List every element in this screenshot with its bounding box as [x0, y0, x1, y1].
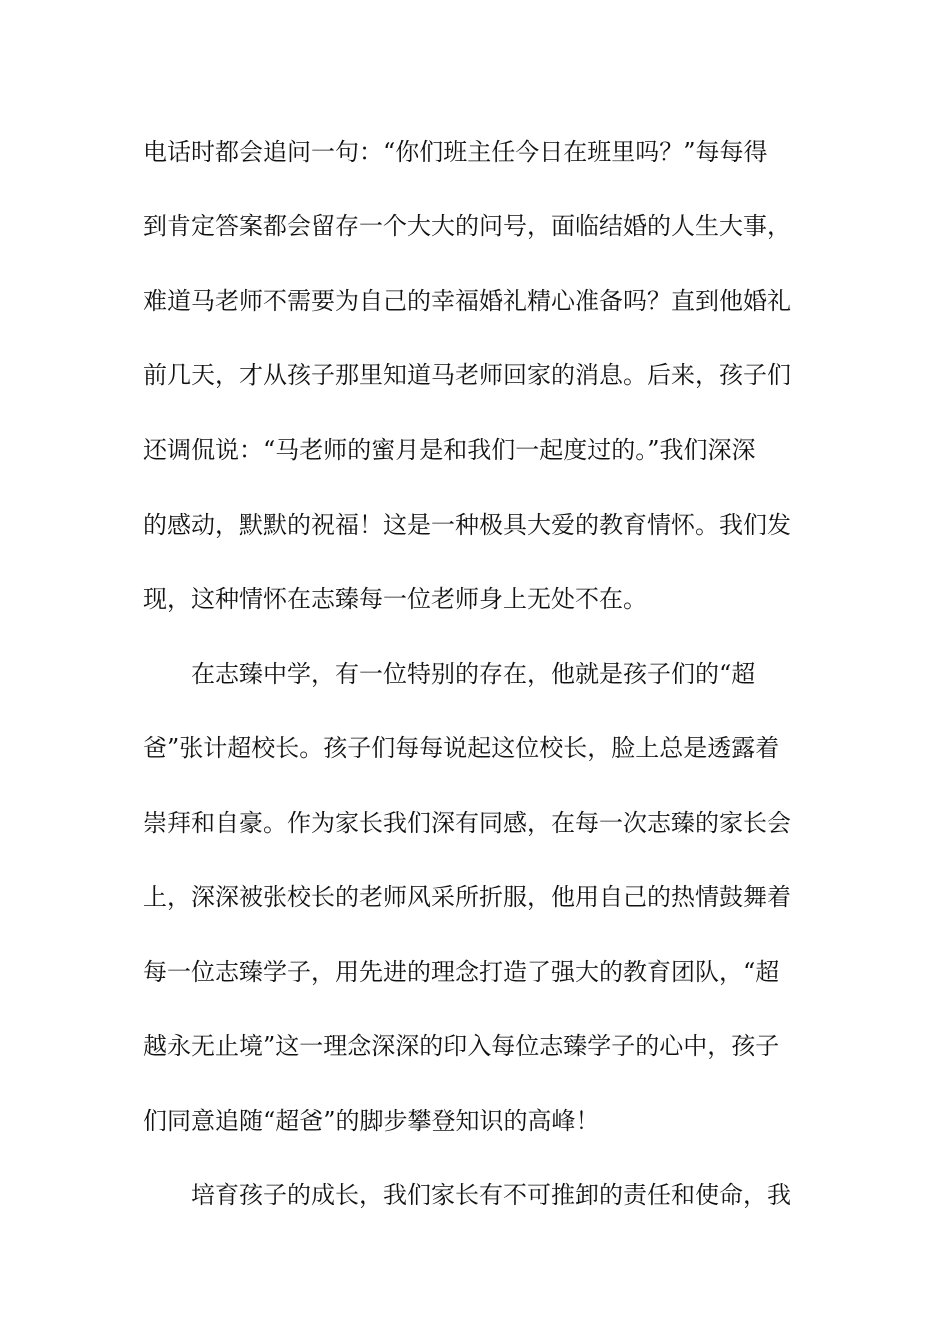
- text-line: 的感动，默默的祝福！这是一种极具大爱的教育情怀。我们发: [143, 511, 791, 539]
- text-line: 每一位志臻学子，用先进的理念打造了强大的教育团队，“超: [143, 958, 780, 986]
- text-line: 培育孩子的成长，我们家长有不可推卸的责任和使命，我: [143, 1181, 791, 1209]
- text-line: 现，这种情怀在志臻每一位老师身上无处不在。: [143, 585, 647, 613]
- text-line: 难道马老师不需要为自己的幸福婚礼精心准备吗？直到他婚礼: [143, 287, 791, 315]
- text-line: 们同意追随“超爸”的脚步攀登知识的高峰！: [143, 1107, 600, 1135]
- text-line: 在志臻中学，有一位特别的存在，他就是孩子们的“超: [143, 660, 756, 688]
- text-line: 崇拜和自豪。作为家长我们深有同感，在每一次志臻的家长会: [143, 809, 791, 837]
- text-line: 上，深深被张校长的老师风采所折服，他用自己的热情鼓舞着: [143, 883, 791, 911]
- text-line: 电话时都会追问一句：“你们班主任今日在班里吗？”每每得: [143, 138, 768, 166]
- text-line: 爸”张计超校长。孩子们每每说起这位校长，脸上总是透露着: [143, 734, 780, 762]
- text-line: 越永无止境”这一理念深深的印入每位志臻学子的心中，孩子: [143, 1032, 780, 1060]
- text-line: 还调侃说：“马老师的蜜月是和我们一起度过的。”我们深深: [143, 436, 756, 464]
- text-line: 到肯定答案都会留存一个大大的问号，面临结婚的人生大事，: [143, 212, 791, 240]
- text-line: 前几天，才从孩子那里知道马老师回家的消息。后来，孩子们: [143, 361, 791, 389]
